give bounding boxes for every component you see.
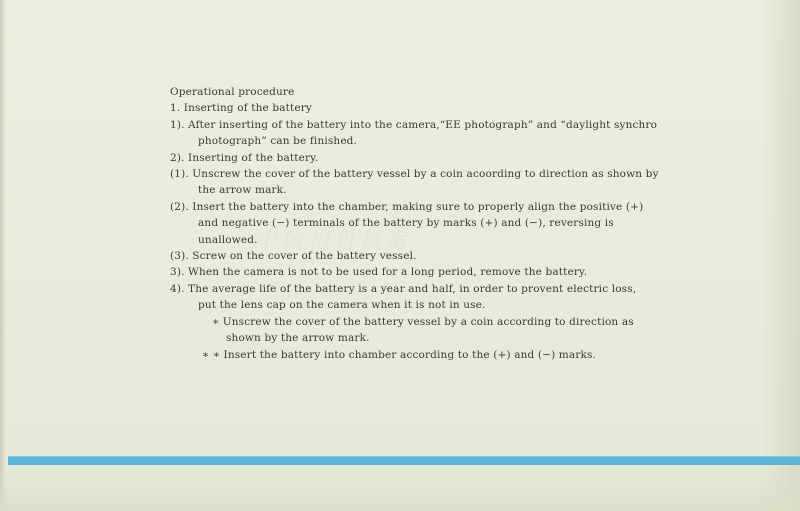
page-right-shade [760,0,800,511]
watermark: 中国相机档案 [256,228,412,252]
procedure-text [170,84,660,363]
step-2-1-cont: the arrow mark. [198,184,287,197]
step-2-3: (3). Screw on the cover of the battery vessel. [170,250,417,263]
page-bottom-shade [0,469,800,511]
step-2-2-cont: and negative (−) terminals of the battery by marks (+) and (−), reversing is [198,217,614,230]
step-2-2-cont-2: unallowed. [198,233,258,246]
step-4: 4). The average life of the battery is a year and half, in order to provent electric loss, [170,282,637,295]
step-2-2: (2). Insert the battery into the chamber, making sure to properly align the positive (+) [170,200,644,213]
step-4-cont: put the lens cap on the camera when it is not in use. [198,299,486,312]
procedure-heading: Operational procedure [170,86,295,98]
step-1-1: 1). After inserting of the battery into the camera,“EE photograph” and “daylight synchro [170,118,658,131]
note-double-asterisk: ∗ ∗ Insert the battery into chamber according to the (+) and (−) marks. [202,348,597,361]
step-1-1-cont: photograph” can be finished. [198,135,358,148]
note-single-asterisk: ∗ Unscrew the cover of the battery vessel by a coin according to direction as [212,315,634,328]
note-single-asterisk-cont: shown by the arrow mark. [226,332,370,345]
page-left-edge [0,0,6,511]
step-3: 3). When the camera is not to be used for a long period, remove the battery. [170,266,588,279]
step-1-heading: 1. Inserting of the battery [170,102,313,115]
step-2-heading: 2). Inserting of the battery. [170,151,319,164]
blue-divider-rule [8,456,800,465]
step-2-1: (1). Unscrew the cover of the battery vessel by a coin acoording to direction as shown by [170,168,659,181]
